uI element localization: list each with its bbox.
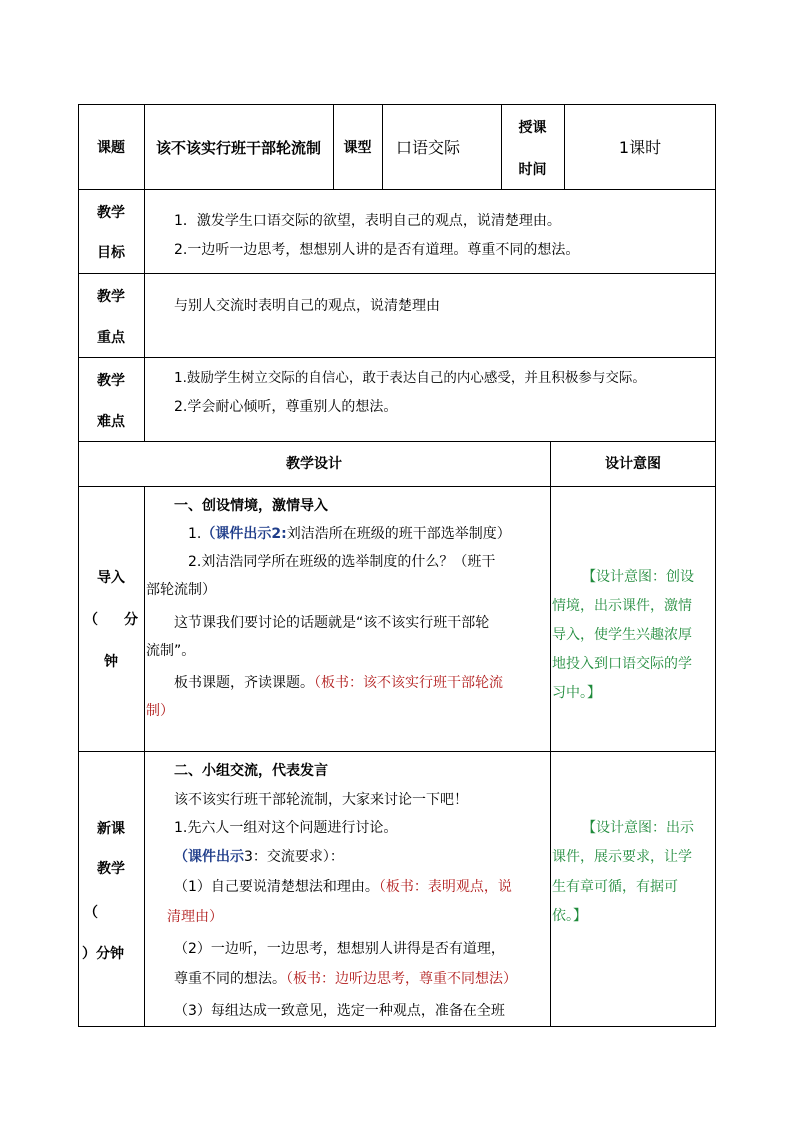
- goal-line-2: 2.一边听一边思考，想想别人讲的是否有道理。尊重不同的想法。: [174, 242, 580, 258]
- time-label-bottom: 时间: [518, 162, 547, 178]
- intro-p2-line1: 2.刘洁浩同学所在班级的选举制度的什么？（班干: [188, 554, 496, 570]
- intro-label-1: 导入: [97, 570, 125, 586]
- newlesson-intent-4: 依。】: [552, 908, 587, 924]
- difficulty-line-2: 2.学会耐心倾听，尊重别人的想法。: [174, 399, 398, 415]
- difficulty-line-1: 1.鼓励学生树立交际的自信心，敢于表达自己的内心感受，并且积极参与交际。: [174, 370, 646, 386]
- intro-p2-line2: 部轮流制）: [146, 582, 216, 598]
- intro-p3-line2: 流制”。: [146, 643, 196, 659]
- intro-p4: 板书课题，齐读课题。（板书：该不该实行班干部轮流: [174, 675, 503, 691]
- col-divider: [144, 486, 145, 1027]
- type-label: 课型: [343, 140, 372, 156]
- newlesson-line-3: （课件出示3：交流要求）：: [174, 849, 344, 865]
- keypoints-label-top: 教学: [97, 289, 125, 305]
- intro-label-2a: （: [84, 612, 98, 628]
- intro-p1: 1.（课件出示2:刘洁浩所在班级的班干部选举制度）: [188, 526, 511, 542]
- difficulties-label-bottom: 难点: [97, 414, 125, 430]
- intro-p4-line2: 制）: [146, 703, 174, 719]
- intro-intent-3: 导入，使学生兴趣浓厚: [552, 627, 692, 643]
- keypoints-text: 与别人交流时表明自己的观点，说清楚理由: [174, 298, 440, 314]
- col-divider: [382, 104, 383, 189]
- difficulties-label-top: 教学: [97, 373, 125, 389]
- row-divider: [78, 486, 716, 487]
- intro-label-2b: 分: [124, 612, 138, 628]
- newlesson-line-7: 尊重不同的想法。（板书：边听边思考，尊重不同想法）: [174, 971, 517, 987]
- newlesson-line-6: （2）一边听，一边思考，想想别人讲得是否有道理，: [174, 941, 505, 957]
- newlesson-line-2: 1.先六人一组对这个问题进行讨论。: [174, 820, 398, 836]
- newlesson-intent-2: 课件，展示要求，让学: [552, 849, 692, 865]
- intro-intent-4: 地投入到口语交际的学: [552, 656, 692, 672]
- newlesson-line-4: （1）自己要说清楚想法和理由。（板书：表明观点，说: [174, 879, 512, 895]
- row-divider: [78, 189, 716, 190]
- newlesson-line-5: 清理由）: [167, 909, 223, 925]
- topic-value: 该不该实行班干部轮流制: [155, 139, 321, 157]
- topic-label: 课题: [97, 140, 125, 156]
- goals-label-bottom: 目标: [97, 245, 125, 261]
- goals-label-top: 教学: [97, 205, 125, 221]
- design-header: 教学设计: [286, 456, 342, 472]
- intro-intent-5: 习中。】: [552, 685, 601, 701]
- newlesson-label-2: 教学: [97, 861, 125, 877]
- newlesson-intent-1: 【设计意图：出示: [582, 820, 694, 836]
- type-value: 口语交际: [396, 138, 461, 157]
- row-divider: [78, 273, 716, 274]
- newlesson-label-3: （: [84, 905, 98, 921]
- time-label-top: 授课: [518, 120, 547, 136]
- row-divider: [78, 357, 716, 358]
- keypoints-label-bottom: 重点: [97, 330, 125, 346]
- row-divider: [78, 441, 716, 442]
- newlesson-label-4: ）分钟: [82, 946, 124, 962]
- row-divider: [78, 751, 716, 752]
- col-divider: [550, 441, 551, 1027]
- newlesson-label-1: 新课: [97, 821, 125, 837]
- time-value: 1课时: [618, 138, 662, 157]
- newlesson-line-8: （3）每组达成一致意见，选定一种观点，准备在全班: [174, 1003, 505, 1019]
- intro-intent-2: 情境，出示课件，激情: [552, 598, 692, 614]
- goal-line-1: 1．激发学生口语交际的欲望，表明自己的观点，说清楚理由。: [174, 213, 561, 229]
- newlesson-intent-3: 生有章可循，有据可: [552, 879, 678, 895]
- intent-header: 设计意图: [605, 456, 661, 472]
- intro-intent-1: 【设计意图：创设: [582, 569, 694, 585]
- intro-p3-line1: 这节课我们要讨论的话题就是“该不该实行班干部轮: [174, 615, 490, 631]
- newlesson-heading: 二、小组交流，代表发言: [174, 763, 328, 779]
- intro-heading: 一、创设情境，激情导入: [174, 498, 328, 514]
- intro-label-3: 钟: [104, 654, 118, 670]
- newlesson-line-1: 该不该实行班干部轮流制，大家来讨论一下吧！: [174, 792, 468, 808]
